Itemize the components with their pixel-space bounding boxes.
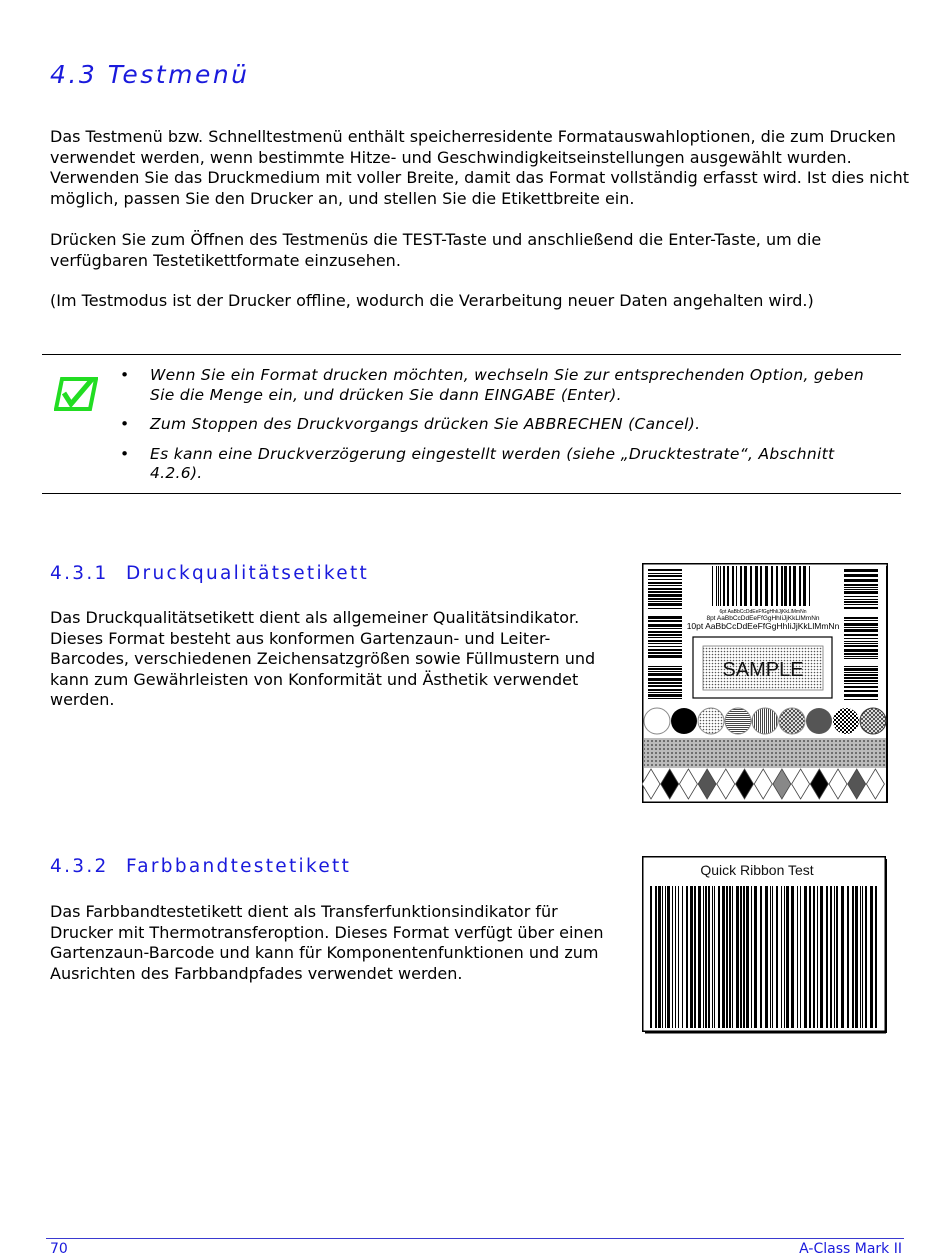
note-text: Wenn Sie ein Format drucken möchten, wechseln Sie zur entsprechenden Option, geben Sie die Menge ein, und drücken Sie dann EINGABE (Enter). xyxy=(150,366,864,404)
font-sample-6pt: 6pt AaBbCcDdEeFfGgHhIiJjKkLlMmNn xyxy=(719,609,807,615)
offline-paragraph: (Im Testmodus ist der Drucker offline, wodurch die Verarbeitung neuer Daten angehalten wird.) xyxy=(50,291,814,310)
note-top-rule xyxy=(42,354,901,355)
subsection-heading xyxy=(50,563,369,584)
footer-rule xyxy=(46,1238,904,1239)
subsection-number: 4.3.2 xyxy=(50,856,109,877)
page-number: 70 xyxy=(50,1241,68,1257)
note-item xyxy=(120,445,880,484)
note-text: Es kann eine Druckverzögerung eingestellt werden (siehe „Drucktestrate“, Abschnitt 4.2.6). xyxy=(150,444,835,482)
bullet-glyph: • xyxy=(120,415,130,433)
subsection-number: 4.3.1 xyxy=(50,563,109,584)
note-list xyxy=(120,366,880,494)
section-title: 4.3 Testmenü xyxy=(50,60,250,89)
intro-paragraph: Das Testmenü bzw. Schnelltestmenü enthält speicherresidente Formatauswahloptionen, die zum Drucken verwendet werden, wenn bestimmte Hitze- und Geschwindigkeitseinstellungen ausgewählt wurden. Verwenden Sie das Druckmedium mit voller Breite, damit das Format vollständig erfasst wird. Ist dies nicht möglich, passen Sie den Drucker an, und stellen Sie die Etikettbreite ein. xyxy=(50,127,909,208)
subsection-text: Das Farbbandtestetikett dient als Transferfunktionsindikator für Drucker mit Thermotransferoption. Dieses Format verfügt über einen Gartenzaun-Barcode und kann für Komponentenfunktionen und zum Ausrichten des Farbbandpfades verwendet werden. xyxy=(50,902,604,983)
ladder-barcode-left xyxy=(648,569,682,699)
bullet-glyph: • xyxy=(120,366,130,384)
note-bottom-rule xyxy=(42,493,901,494)
font-sample-10pt: 10pt AaBbCcDdEeFfGgHhIiJjKkLlMmNn xyxy=(686,621,840,631)
ribbon-test-title: Quick Ribbon Test xyxy=(700,862,814,878)
subsection-title: Farbbandtestetikett xyxy=(126,856,352,877)
note-item xyxy=(120,415,880,435)
bullet-glyph: • xyxy=(120,444,130,463)
checkmark-icon xyxy=(54,377,98,411)
subsection-heading xyxy=(50,856,351,877)
ribbon-test-label-image xyxy=(642,856,888,1034)
subsection-text: Das Druckqualitätsetikett dient als allgemeiner Qualitätsindikator. Dieses Format besteht aus konformen Gartenzaun- und Leiter-Barcodes, verschiedenen Zeichensatzgrößen sowie Füllmustern und kann zum Gewährleisten von Konformität und Ästhetik verwendet werden. xyxy=(50,608,596,709)
print-quality-label-image xyxy=(642,563,888,803)
subsection-title: Druckqualitätsetikett xyxy=(126,563,370,584)
sample-text: SAMPLE xyxy=(722,659,804,681)
fill-pattern-circles xyxy=(644,708,886,734)
note-text: Zum Stoppen des Druckvorgangs drücken Sie ABBRECHEN (Cancel). xyxy=(150,415,701,433)
instruction-paragraph: Drücken Sie zum Öffnen des Testmenüs die TEST-Taste und anschließend die Enter-Taste, um die verfügbaren Testetikettformate einzusehen. xyxy=(50,230,822,270)
product-name: A-Class Mark II xyxy=(799,1241,902,1257)
note-item xyxy=(120,366,880,405)
font-sample-8pt: 8pt AaBbCcDdEeFfGgHhIiJjKkLlMmNn xyxy=(706,615,820,622)
